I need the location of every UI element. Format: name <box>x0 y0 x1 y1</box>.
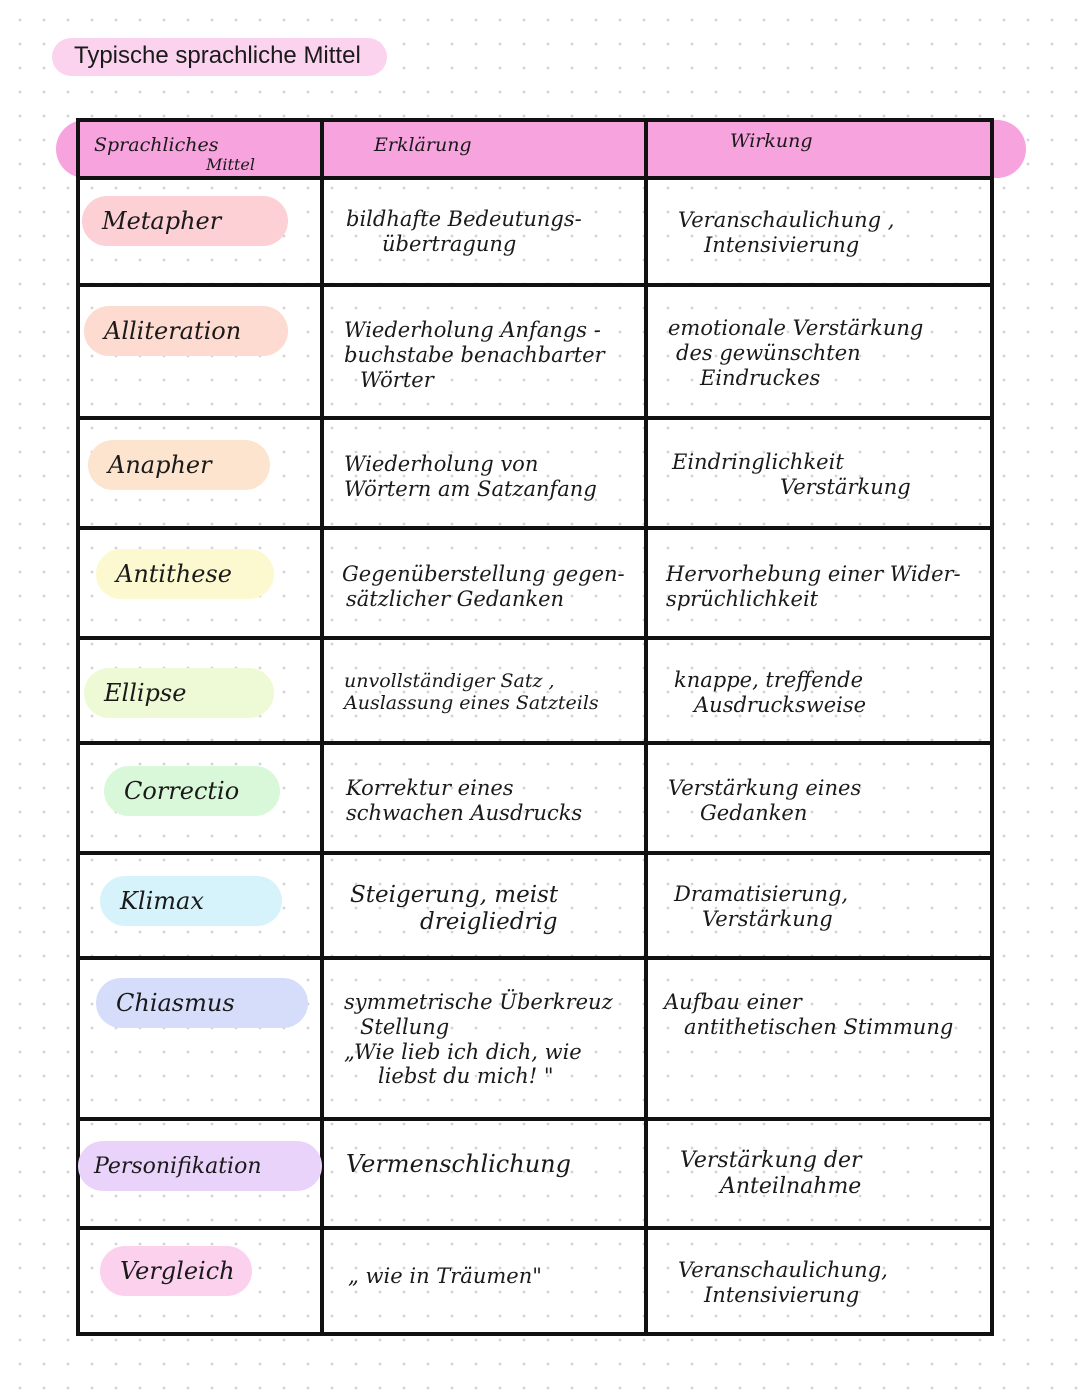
term-klimax: Klimax <box>100 876 282 926</box>
effect-line: Ausdrucksweise <box>694 692 867 717</box>
explanation-cell <box>346 776 582 826</box>
explanation-line: Auslassung eines Satzteils <box>344 692 599 715</box>
explanation-line: übertragung <box>382 231 517 256</box>
effect-cell <box>664 990 953 1040</box>
effect-line: Intensivierung <box>704 1282 860 1307</box>
term-metapher: Metapher <box>82 196 288 246</box>
explanation-line: unvollständiger Satz , <box>344 670 555 692</box>
term-personifikation: Personifikation <box>78 1141 322 1191</box>
explanation-cell <box>346 207 582 257</box>
explanation-line: dreigliedrig <box>420 909 558 936</box>
explanation-cell <box>344 670 599 715</box>
row-divider <box>76 176 994 180</box>
explanation-line: Wörter <box>360 367 434 392</box>
explanation-cell <box>348 1264 542 1289</box>
effect-cell <box>666 562 961 612</box>
effect-line: Aufbau einer <box>664 990 802 1014</box>
row-divider <box>76 1117 994 1121</box>
effect-line: Veranschaulichung , <box>678 208 895 232</box>
header-col-effect: Wirkung <box>730 130 813 152</box>
explanation-cell <box>344 452 597 502</box>
explanation-line: Wörtern am Satzanfang <box>344 476 597 501</box>
explanation-line: Steigerung, meist <box>350 882 559 908</box>
row-divider <box>76 851 994 855</box>
effect-cell <box>672 450 911 500</box>
explanation-cell <box>344 990 613 1089</box>
explanation-line: buchstabe benachbarter <box>344 342 605 367</box>
explanation-line: Stellung <box>360 1014 450 1039</box>
explanation-line: sätzlicher Gedanken <box>346 586 565 611</box>
explanation-cell <box>350 882 558 936</box>
row-divider <box>76 526 994 530</box>
row-divider <box>76 416 994 420</box>
effect-line: Anteilnahme <box>720 1173 862 1199</box>
column-divider <box>644 118 648 1336</box>
effect-line: Verstärkung <box>702 906 833 931</box>
explanation-cell <box>342 562 625 612</box>
explanation-line: Wiederholung Anfangs - <box>344 318 601 342</box>
effect-line: Veranschaulichung, <box>678 1258 888 1282</box>
effect-line: antithetischen Stimmung <box>684 1014 954 1039</box>
row-divider <box>76 283 994 287</box>
term-anapher: Anapher <box>88 440 270 490</box>
explanation-cell <box>346 1150 571 1178</box>
effect-line: Dramatisierung, <box>674 882 849 906</box>
effect-line: Intensivierung <box>704 232 860 257</box>
term-ellipse: Ellipse <box>84 668 274 718</box>
header-col-term-line2: Mittel <box>206 155 255 175</box>
effect-line: Verstärkung <box>780 474 911 499</box>
effect-cell <box>680 1148 862 1200</box>
effect-line: sprüchlichkeit <box>666 586 819 611</box>
effect-line: Gedanken <box>700 800 808 825</box>
effect-cell <box>678 1258 888 1308</box>
effect-cell <box>674 882 848 932</box>
effect-line: emotionale Verstärkung <box>668 316 924 340</box>
explanation-line: schwachen Ausdrucks <box>346 800 583 825</box>
explanation-line: liebst du mich! " <box>378 1064 554 1089</box>
explanation-line: Gegenüberstellung gegen- <box>342 562 625 586</box>
row-divider <box>76 956 994 960</box>
effect-line: Verstärkung der <box>680 1148 862 1173</box>
row-divider <box>76 741 994 745</box>
header-col-term-line1: Sprachliches <box>94 134 219 156</box>
effect-cell <box>668 316 923 390</box>
explanation-cell <box>344 318 605 392</box>
explanation-line: symmetrische Überkreuz <box>344 990 613 1014</box>
effect-line: knappe, treffende <box>674 668 864 692</box>
effect-line: Hervorhebung einer Wider- <box>666 562 961 586</box>
effect-cell <box>668 776 861 826</box>
explanation-line: Korrektur eines <box>346 776 514 800</box>
effect-line: Eindruckes <box>700 365 821 390</box>
effect-line: Eindringlichkeit <box>672 450 844 474</box>
explanation-line: „Wie lieb ich dich, wie <box>344 1039 582 1064</box>
page-title: Typische sprachliche Mittel <box>52 38 387 76</box>
term-alliteration: Alliteration <box>84 306 288 356</box>
title-highlight <box>52 38 387 76</box>
term-correctio: Correctio <box>104 766 280 816</box>
row-divider <box>76 1226 994 1230</box>
explanation-line: Vermenschlichung <box>346 1150 571 1178</box>
explanation-line: „ wie in Träumen" <box>348 1264 542 1288</box>
effect-line: des gewünschten <box>676 340 861 365</box>
explanation-line: bildhafte Bedeutungs- <box>346 207 582 231</box>
explanation-line: Wiederholung von <box>344 452 539 476</box>
header-col-term <box>94 134 255 175</box>
term-vergleich: Vergleich <box>100 1246 252 1296</box>
effect-cell <box>674 668 866 718</box>
row-divider <box>76 636 994 640</box>
header-col-explanation: Erklärung <box>374 134 472 156</box>
column-divider <box>320 118 324 1336</box>
effect-cell <box>678 208 894 258</box>
effect-line: Verstärkung eines <box>668 776 862 800</box>
term-antithese: Antithese <box>96 549 274 599</box>
term-chiasmus: Chiasmus <box>96 978 308 1028</box>
